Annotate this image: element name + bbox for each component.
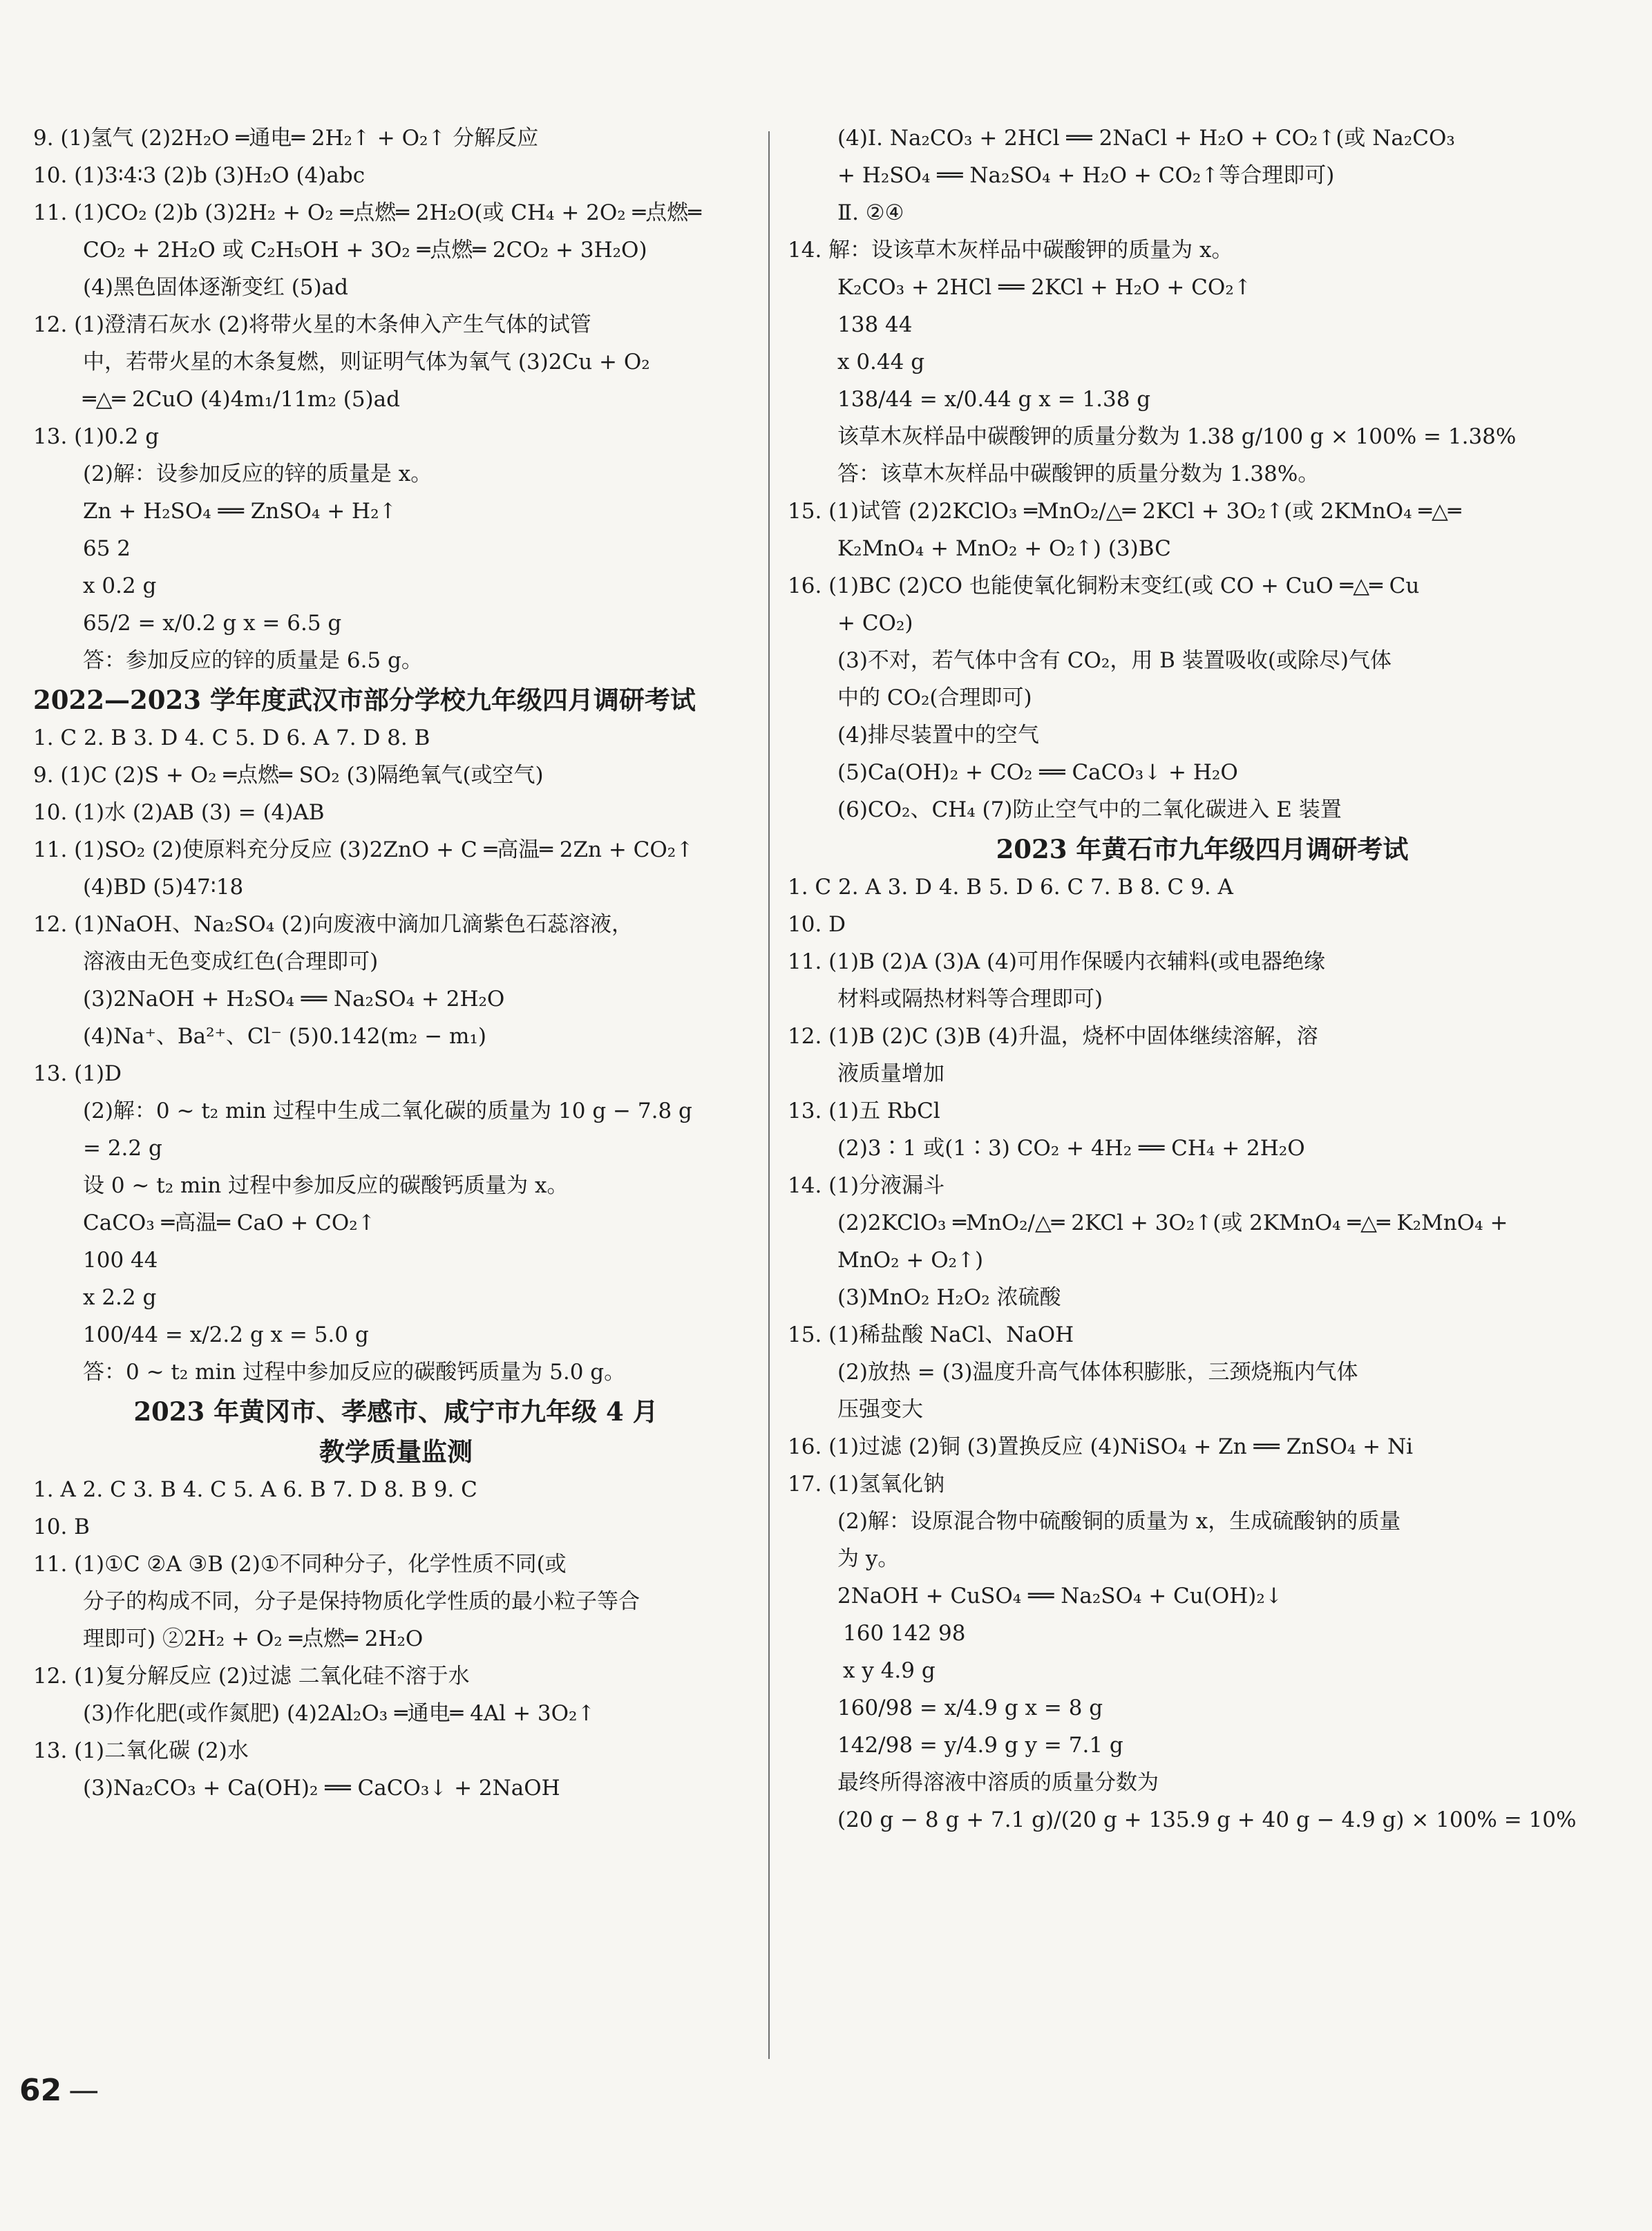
answer-line: 设 0 ~ t₂ min 过程中参加反应的碳酸钙质量为 x。 bbox=[83, 1173, 569, 1198]
answer-line: 液质量增加 bbox=[837, 1061, 944, 1086]
answer-line: 160 142 98 bbox=[843, 1621, 966, 1646]
page-number bbox=[19, 2073, 99, 2108]
answer-line: 138 44 bbox=[837, 312, 913, 337]
answer-line: (20 g − 8 g + 7.1 g)/(20 g + 135.9 g + 40 g − 4.9 g) × 100% = 10% bbox=[837, 1807, 1577, 1832]
answer-line: 11. (1)CO₂ (2)b (3)2H₂ + O₂ ═点燃═ 2H₂O(或 CH₄ + 2O₂ ═点燃═ bbox=[33, 200, 701, 225]
answer-line: (4)排尽装置中的空气 bbox=[837, 723, 1039, 748]
answer-line: 15. (1)稀盐酸 NaCl、NaOH bbox=[788, 1322, 1074, 1347]
answer-line: 中的 CO₂(合理即可) bbox=[837, 685, 1032, 710]
answer-line: MnO₂ + O₂↑) bbox=[837, 1248, 984, 1273]
answer-line: 溶液由无色变成红色(合理即可) bbox=[83, 949, 379, 974]
column-divider bbox=[768, 131, 770, 2059]
answer-line: 最终所得溶液中溶质的质量分数为 bbox=[837, 1770, 1159, 1795]
answer-line: = 2.2 g bbox=[83, 1136, 162, 1161]
answer-line: Ⅱ. ②④ bbox=[837, 200, 904, 225]
answer-line: 1. C 2. A 3. D 4. B 5. D 6. C 7. B 8. C 9. A bbox=[788, 875, 1233, 900]
answer-line: 16. (1)过滤 (2)铜 (3)置换反应 (4)NiSO₄ + Zn ══ ZnSO₄ + Ni bbox=[788, 1434, 1414, 1459]
answer-line: 理即可) ②2H₂ + O₂ ═点燃═ 2H₂O bbox=[83, 1626, 424, 1651]
answer-line: 中，若带火星的木条复燃，则证明气体为氧气 (3)2Cu + O₂ bbox=[83, 350, 650, 374]
answer-line: 65 2 bbox=[83, 536, 131, 561]
answer-line: 15. (1)试管 (2)2KClO₃ ═MnO₂/△═ 2KCl + 3O₂↑(或 2KMnO₄ ═△═ bbox=[788, 499, 1461, 524]
answer-line: 1. A 2. C 3. B 4. C 5. A 6. B 7. D 8. B 9. C bbox=[33, 1477, 477, 1502]
answer-line: 9. (1)C (2)S + O₂ ═点燃═ SO₂ (3)隔绝氧气(或空气) bbox=[33, 763, 544, 788]
answer-line: (4)Na⁺、Ba²⁺、Cl⁻ (5)0.142(m₂ − m₁) bbox=[83, 1024, 486, 1049]
answer-line: 压强变大 bbox=[837, 1397, 923, 1422]
answer-line: 100/44 = x/2.2 g x = 5.0 g bbox=[83, 1322, 369, 1347]
section-heading: 教学质量监测 bbox=[319, 1436, 473, 1467]
answer-line: 13. (1)0.2 g bbox=[33, 424, 160, 449]
answer-line: 16. (1)BC (2)CO 也能使氧化铜粉末变红(或 CO + CuO ═△═ Cu bbox=[788, 573, 1420, 598]
right-column bbox=[788, 124, 1617, 1843]
answer-line: K₂CO₃ + 2HCl ══ 2KCl + H₂O + CO₂↑ bbox=[837, 275, 1252, 300]
answer-line: + H₂SO₄ ══ Na₂SO₄ + H₂O + CO₂↑等合理即可) bbox=[837, 163, 1335, 188]
answer-line: (6)CO₂、CH₄ (7)防止空气中的二氧化碳进入 E 装置 bbox=[837, 797, 1342, 822]
answer-line: (3)作化肥(或作氮肥) (4)2Al₂O₃ ═通电═ 4Al + 3O₂↑ bbox=[83, 1701, 596, 1726]
answer-line: 17. (1)氢氧化钠 bbox=[788, 1472, 945, 1497]
answer-line: 2NaOH + CuSO₄ ══ Na₂SO₄ + Cu(OH)₂↓ bbox=[837, 1584, 1283, 1608]
answer-line: 该草木灰样品中碳酸钾的质量分数为 1.38 g/100 g × 100% = 1.38% bbox=[837, 424, 1517, 449]
answer-line: 14. (1)分液漏斗 bbox=[788, 1173, 945, 1198]
answer-line: 138/44 = x/0.44 g x = 1.38 g bbox=[837, 387, 1151, 412]
answer-line: (2)2KClO₃ ═MnO₂/△═ 2KCl + 3O₂↑(或 2KMnO₄ ═△═ K₂MnO₄ + bbox=[837, 1211, 1508, 1235]
section-heading: 2023 年黄石市九年级四月调研考试 bbox=[996, 834, 1409, 864]
section-heading: 2023 年黄冈市、孝感市、咸宁市九年级 4 月 bbox=[133, 1396, 658, 1427]
page-number-dash: — bbox=[68, 2073, 99, 2108]
answer-line: 9. (1)氢气 (2)2H₂O ═通电═ 2H₂↑ + O₂↑ 分解反应 bbox=[33, 126, 539, 151]
answer-line: 答：该草木灰样品中碳酸钾的质量分数为 1.38%。 bbox=[837, 462, 1320, 486]
answer-line: (3)Na₂CO₃ + Ca(OH)₂ ══ CaCO₃↓ + 2NaOH bbox=[83, 1776, 560, 1801]
answer-line: K₂MnO₄ + MnO₂ + O₂↑) (3)BC bbox=[837, 536, 1171, 561]
answer-line: (3)2NaOH + H₂SO₄ ══ Na₂SO₄ + 2H₂O bbox=[83, 987, 505, 1012]
answer-line: CO₂ + 2H₂O 或 C₂H₅OH + 3O₂ ═点燃═ 2CO₂ + 3H₂O) bbox=[83, 238, 647, 263]
answer-line: 13. (1)D bbox=[33, 1061, 122, 1086]
answer-line: 为 y。 bbox=[837, 1546, 900, 1571]
answer-line: CaCO₃ ═高温═ CaO + CO₂↑ bbox=[83, 1211, 376, 1235]
answer-line: x y 4.9 g bbox=[843, 1658, 936, 1683]
answer-line: (3)MnO₂ H₂O₂ 浓硫酸 bbox=[837, 1285, 1061, 1310]
answer-line: 160/98 = x/4.9 g x = 8 g bbox=[837, 1696, 1103, 1720]
answer-line: 65/2 = x/0.2 g x = 6.5 g bbox=[83, 611, 342, 636]
answer-line: (2)解：0 ~ t₂ min 过程中生成二氧化碳的质量为 10 g − 7.8 g bbox=[83, 1099, 692, 1123]
answer-line: 答：0 ~ t₂ min 过程中参加反应的碳酸钙质量为 5.0 g。 bbox=[83, 1360, 626, 1385]
answer-line: 12. (1)B (2)C (3)B (4)升温，烧杯中固体继续溶解，溶 bbox=[788, 1024, 1318, 1049]
answer-line: 12. (1)复分解反应 (2)过滤 二氧化硅不溶于水 bbox=[33, 1664, 470, 1689]
answer-line: (2)解：设参加反应的锌的质量是 x。 bbox=[83, 462, 433, 486]
answer-line: 1. C 2. B 3. D 4. C 5. D 6. A 7. D 8. B bbox=[33, 725, 430, 750]
answer-line: 142/98 = y/4.9 g y = 7.1 g bbox=[837, 1733, 1123, 1758]
answer-line: (4)Ⅰ. Na₂CO₃ + 2HCl ══ 2NaCl + H₂O + CO₂↑(或 Na₂CO₃ bbox=[837, 126, 1455, 151]
answer-line: 100 44 bbox=[83, 1248, 158, 1273]
page-number-value: 62 bbox=[19, 2073, 62, 2108]
answer-line: Zn + H₂SO₄ ══ ZnSO₄ + H₂↑ bbox=[83, 499, 397, 524]
answer-line: (2)3∶1 或(1∶3) CO₂ + 4H₂ ══ CH₄ + 2H₂O bbox=[837, 1136, 1305, 1161]
answer-line: 14. 解：设该草木灰样品中碳酸钾的质量为 x。 bbox=[788, 238, 1233, 263]
answer-line: 材料或隔热材料等合理即可) bbox=[837, 987, 1103, 1012]
answer-line: 13. (1)二氧化碳 (2)水 bbox=[33, 1738, 249, 1763]
answer-line: 10. B bbox=[33, 1515, 90, 1539]
answer-line: + CO₂) bbox=[837, 611, 913, 636]
answer-line: x 0.2 g bbox=[83, 573, 157, 598]
answer-line: 11. (1)B (2)A (3)A (4)可用作保暖内衣辅料(或电器绝缘 bbox=[788, 949, 1326, 974]
answer-line: (5)Ca(OH)₂ + CO₂ ══ CaCO₃↓ + H₂O bbox=[837, 760, 1238, 785]
answer-line: 11. (1)SO₂ (2)使原料充分反应 (3)2ZnO + C ═高温═ 2Zn + CO₂↑ bbox=[33, 837, 694, 862]
answer-line: (2)解：设原混合物中硫酸铜的质量为 x，生成硫酸钠的质量 bbox=[837, 1509, 1401, 1534]
answer-line: (2)放热 = (3)温度升高气体体积膨胀，三颈烧瓶内气体 bbox=[837, 1360, 1358, 1385]
answer-line: 12. (1)澄清石灰水 (2)将带火星的木条伸入产生气体的试管 bbox=[33, 312, 591, 337]
answer-line: 10. (1)水 (2)AB (3) = (4)AB bbox=[33, 800, 325, 825]
answer-line: 11. (1)①C ②A ③B (2)①不同种分子，化学性质不同(或 bbox=[33, 1552, 567, 1577]
answer-line: 13. (1)五 RbCl bbox=[788, 1099, 940, 1123]
section-heading: 2022—2023 学年度武汉市部分学校九年级四月调研考试 bbox=[33, 685, 696, 715]
answer-line: (3)不对，若气体中含有 CO₂，用 B 装置吸收(或除尽)气体 bbox=[837, 648, 1392, 673]
answer-line: 分子的构成不同，分子是保持物质化学性质的最小粒子等合 bbox=[83, 1589, 640, 1614]
left-column bbox=[33, 124, 759, 1812]
answer-line: 10. D bbox=[788, 912, 846, 937]
answer-line: ═△═ 2CuO (4)4m₁/11m₂ (5)ad bbox=[83, 387, 400, 412]
answer-line: 10. (1)3∶4∶3 (2)b (3)H₂O (4)abc bbox=[33, 163, 365, 188]
answer-line: (4)黑色固体逐渐变红 (5)ad bbox=[83, 275, 349, 300]
answer-line: 12. (1)NaOH、Na₂SO₄ (2)向废液中滴加几滴紫色石蕊溶液， bbox=[33, 912, 633, 937]
answer-line: x 2.2 g bbox=[83, 1285, 157, 1310]
answer-line: 答：参加反应的锌的质量是 6.5 g。 bbox=[83, 648, 423, 673]
answer-line: x 0.44 g bbox=[837, 350, 925, 374]
answer-line: (4)BD (5)47∶18 bbox=[83, 875, 244, 900]
